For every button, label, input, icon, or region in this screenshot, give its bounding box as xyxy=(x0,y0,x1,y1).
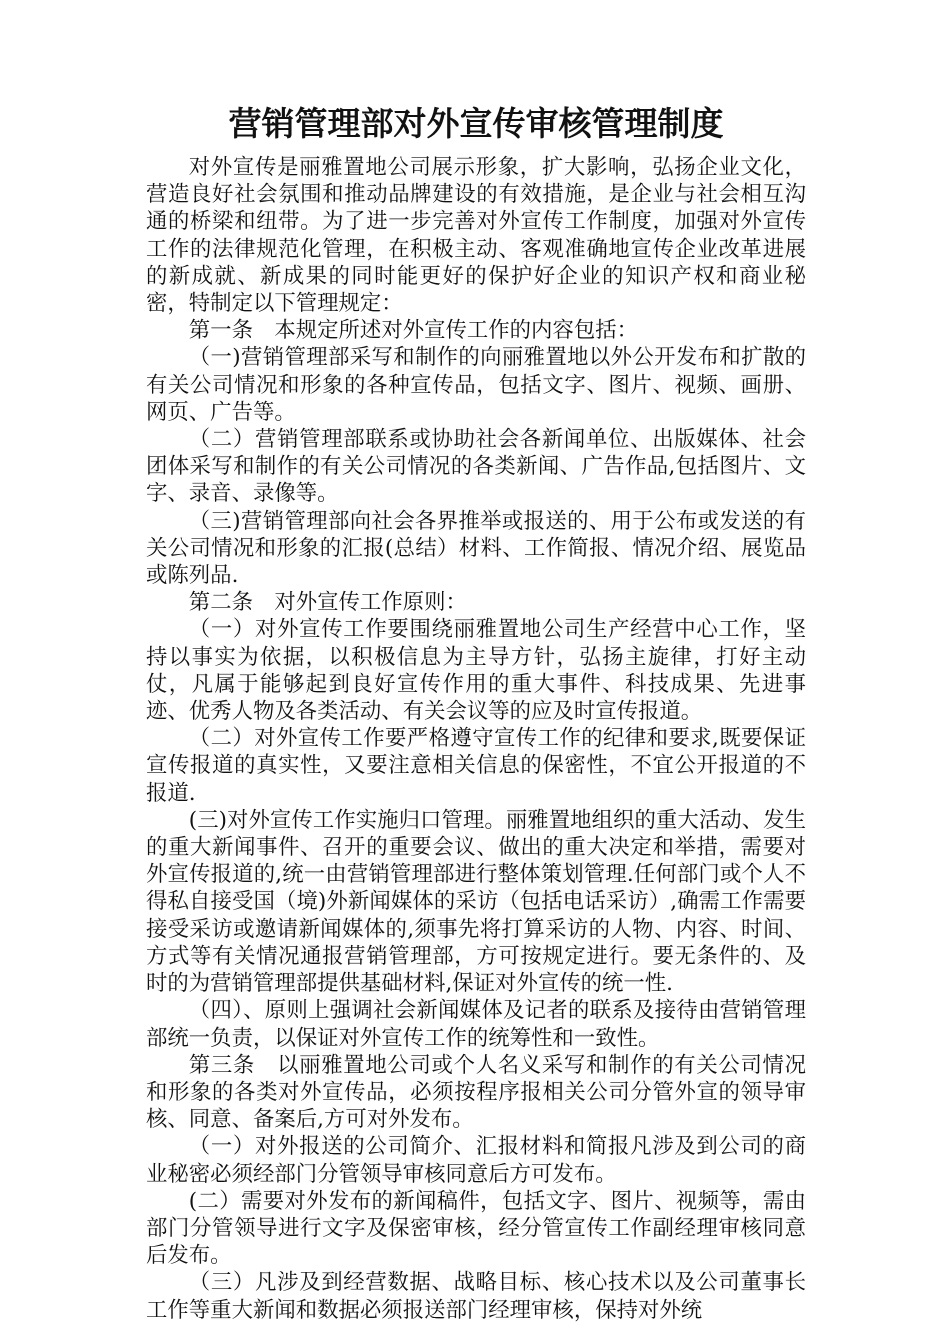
paragraph-article-2-item-4: （四）、原则上强调社会新闻媒体及记者的联系及接待由营销管理部统一负责，以保证对外宣传工作的统筹性和一致性。 xyxy=(146,998,806,1051)
paragraph-article-3-item-2: (二）需要对外发布的新闻稿件，包括文字、图片、视频等，需由部门分管领导进行文字及保密审核，经分管宣传工作副经理审核同意后发布。 xyxy=(146,1188,806,1269)
paragraph-intro: 对外宣传是丽雅置地公司展示形象，扩大影响，弘扬企业文化，营造良好社会氛围和推动品牌建设的有效措施，是企业与社会相互沟通的桥梁和纽带。为了进一步完善对外宣传工作制度，加强对外宣传工作的法律规范化管理，在积极主动、客观准确地宣传企业改革进展的新成就、新成果的同时能更好的保护好企业的知识产权和商业秘密，特制定以下管理规定： xyxy=(146,155,806,317)
document-page xyxy=(146,98,806,1324)
paragraph-article-1-item-1: （一)营销管理部采写和制作的向丽雅置地以外公开发布和扩散的有关公司情况和形象的各种宣传品，包括文字、图片、视频、画册、网页、广告等。 xyxy=(146,345,806,425)
paragraph-article-3-item-3: （三）凡涉及到经营数据、战略目标、核心技术以及公司董事长工作等重大新闻和数据必须报送部门经理审核，保持对外统 xyxy=(146,1270,806,1323)
paragraph-article-2: 第二条 对外宣传工作原则： xyxy=(188,590,467,616)
paragraph-article-2-item-3: (三)对外宣传工作实施归口管理。丽雅置地组织的重大活动、发生的重大新闻事件、召开的重要会议、做出的重大决定和举措，需要对外宣传报道的,统一由营销管理部进行整体策划管理.任何部门或个人不得私自接受国（境)外新闻媒体的采访（包括电话采访）,确需工作需要接受采访或邀请新闻媒体的,须事先将打算采访的人物、内容、时间、方式等有关情况通报营销管理部，方可按规定进行。要无条件的、及时的为营销管理部提供基础材料,保证对外宣传的统一性. xyxy=(146,807,806,997)
paragraph-article-3-item-1: （一）对外报送的公司简介、汇报材料和简报凡涉及到公司的商业秘密必须经部门分管领导审核同意后方可发布。 xyxy=(146,1134,806,1187)
document-title: 营销管理部对外宣传审核管理制度 xyxy=(228,104,724,143)
paragraph-article-3: 第三条 以丽雅置地公司或个人名义采写和制作的有关公司情况和形象的各类对外宣传品，必须按程序报相关公司分管外宣的领导审核、同意、备案后,方可对外发布。 xyxy=(146,1052,806,1133)
paragraph-article-1: 第一条 本规定所述对外宣传工作的内容包括： xyxy=(188,318,639,344)
paragraph-article-2-item-1: （一）对外宣传工作要围绕丽雅置地公司生产经营中心工作，坚持以事实为依据，以积极信息为主导方针，弘扬主旋律，打好主动仗，凡属于能够起到良好宣传作用的重大事件、科技成果、先进事迹、优秀人物及各类活动、有关会议等的应及时宣传报道。 xyxy=(146,617,806,725)
paragraph-article-1-item-2: （二）营销管理部联系或协助社会各新闻单位、出版媒体、社会团体采写和制作的有关公司情况的各类新闻、广告作品,包括图片、文字、录音、录像等。 xyxy=(146,427,806,507)
paragraph-article-1-item-3: （三)营销管理部向社会各界推举或报送的、用于公布或发送的有关公司情况和形象的汇报(总结）材料、工作简报、情况介绍、展览品或陈列品. xyxy=(146,508,806,589)
paragraph-article-2-item-2: （二）对外宣传工作要严格遵守宣传工作的纪律和要求,既要保证宣传报道的真实性，又要注意相关信息的保密性，不宜公开报道的不报道. xyxy=(146,726,806,806)
